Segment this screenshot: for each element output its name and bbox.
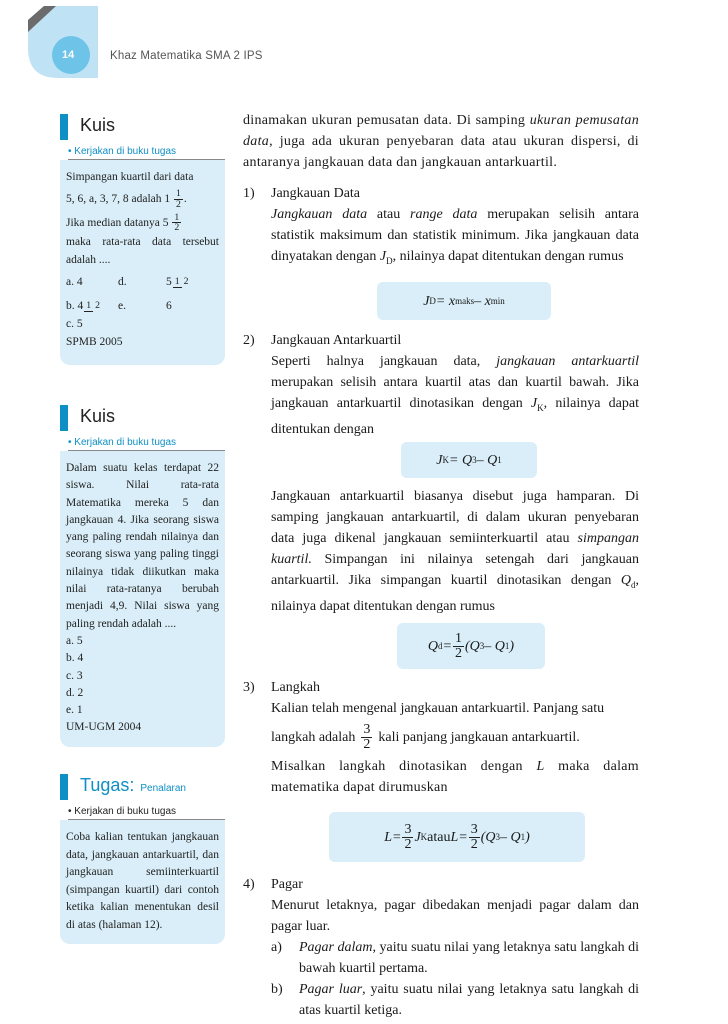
- option-row: [66, 273, 219, 291]
- tugas-subtitle: Penalaran: [140, 783, 186, 794]
- section-jangkauan-data: [243, 183, 639, 320]
- formula-langkah: L = $\frac{3}{2}$ J K atau L = $\frac{3}{2}$ (Q 3 – Q 1 ): [329, 812, 585, 862]
- fraction: $\frac{3}{2}$: [470, 821, 478, 852]
- tugas-text: Coba kalian tentukan jangkauan data, jangkauan antarkuartil, dan jangkauan semiinterkuartil (simpangan kuartil) dari contoh ketika kalian menentukan desil di atas (halaman 12).: [66, 831, 219, 931]
- instruction-label: • Kerjakan di buku tugas: [68, 431, 225, 451]
- page-number: 14: [62, 49, 75, 61]
- option-item: c. 3: [66, 669, 83, 682]
- option-b: b. 4 1 2: [66, 300, 101, 313]
- section-text: langkah adalah $\frac{3}{2}$ kali panjang jangkauan antarkuartil.: [271, 722, 580, 752]
- option-e-label: e.: [118, 300, 126, 313]
- option-item: a. 5: [66, 634, 83, 647]
- option-item: b. 4: [66, 652, 84, 665]
- option-row: [66, 315, 219, 333]
- kuis-title: Kuis: [80, 115, 116, 135]
- source-citation: SPMB 2005: [66, 336, 123, 349]
- tugas-title: Tugas: Penalaran: [80, 775, 186, 795]
- section-text: Menurut letaknya, pagar dibedakan menjadi pagar dalam dan pagar luar.: [271, 898, 639, 934]
- title-bar-accent: [60, 405, 68, 431]
- fraction: $\frac{3}{2}$: [363, 722, 371, 752]
- running-title: Khaz Matematika SMA 2 IPS: [110, 50, 263, 62]
- main-column: [243, 110, 639, 1021]
- option-item: d. 2: [66, 686, 84, 699]
- question-line: Jika median datanya 5 $\frac{1}{2}$: [66, 211, 180, 234]
- section-pagar: [243, 874, 639, 1021]
- option-a: a. 4: [66, 276, 83, 289]
- tugas-box: [60, 772, 225, 944]
- fraction: $\frac{1}{2}$: [455, 630, 462, 661]
- section-text: Misalkan langkah dinotasikan dengan L maka dalam matematika dapat dirumuskan: [271, 759, 639, 795]
- option-row: [66, 297, 219, 315]
- question-line: maka rata-rata data tersebut adalah ....: [66, 236, 219, 267]
- kuis-title: Kuis: [80, 406, 116, 426]
- section-number: 1): [243, 186, 255, 201]
- option-c: c. 5: [66, 318, 83, 331]
- section-text: Seperti halnya jangkauan data, jangkauan antarkuartil merupakan selisih antara kuartil atas dan kuartil bawah. Jika jangkauan antarkuartil dinotasikan dengan $J_K$, nilainya dapat ditentukan dengan: [271, 354, 639, 437]
- section-jangkauan-antarkuartil: [243, 330, 639, 669]
- section-langkah: [243, 677, 639, 862]
- kuis-box-1: [60, 112, 225, 365]
- section-text: Jangkauan data atau range data merupakan selisih antara statistik maksimum dan statistik minimum. Jika jangkauan data dinyatakan dengan $J_D$, nilainya dapat ditentukan dengan rumus: [271, 207, 639, 266]
- kuis-box-2: [60, 403, 225, 747]
- page-corner-shape: [28, 6, 98, 78]
- fraction: $\frac{3}{2}$: [404, 821, 412, 852]
- section-number: 4): [243, 877, 255, 892]
- instruction-label: • Kerjakan di buku tugas: [68, 800, 225, 820]
- source-citation: UM-UGM 2004: [66, 721, 142, 734]
- list-item-pagar-luar: b) Pagar luar, yaitu suatu nilai yang letaknya satu langkah di atas kuartil ketiga.: [271, 982, 639, 1018]
- section-title: Jangkauan Antarkuartil: [271, 333, 402, 348]
- section-text: Kalian telah mengenal jangkauan antarkuartil. Panjang satu: [271, 701, 605, 716]
- section-number: 2): [243, 333, 255, 348]
- question-line: Simpangan kuartil dari data: [66, 171, 194, 183]
- question-text: Dalam suatu kelas terdapat 22 siswa. Nilai rata-rata Matematika mereka 5 dan jangkauan 4. Jika seorang siswa yang paling rendah nilainya dan seorang siswa yang paling tinggi nilainya tidak diikutkan maka nilai rata-ratanya berubah menjadi 4,9. Nilai siswa yang paling rendah adalah ....: [66, 462, 219, 630]
- option-list: [66, 633, 219, 719]
- section-title: Pagar: [271, 877, 303, 892]
- question-line: 5, 6, a, 3, 7, 8 adalah 1 $\frac{1}{2}$ .: [66, 188, 187, 210]
- formula-jangkauan-data: J D = x maks – x min: [377, 282, 551, 320]
- fraction: $\frac{1}{2}$: [176, 188, 181, 210]
- formula-simpangan-kuartil: Q d = $\frac{1}{2}$ (Q 3 – Q 1 ): [397, 623, 545, 669]
- intro-paragraph: dinamakan ukuran pemusatan data. Di samping ukuran pemusatan data, juga ada ukuran penyebaran data atau ukuran dispersi, di antaranya jangkauan data dan jangkauan antarkuartil.: [243, 113, 640, 170]
- fraction: $\frac{1}{2}$: [174, 211, 180, 234]
- section-title: Langkah: [271, 680, 320, 695]
- title-bar-accent: [60, 774, 68, 800]
- option-e-value: 6: [166, 300, 172, 313]
- section-title: Jangkauan Data: [271, 186, 361, 201]
- title-bar-accent: [60, 114, 68, 140]
- formula-jangkauan-antarkuartil: J K = Q 3 – Q 1: [401, 442, 537, 478]
- list-item-pagar-dalam: a) Pagar dalam, yaitu suatu nilai yang letaknya satu langkah di bawah kuartil pertama.: [271, 940, 640, 976]
- section-text: Jangkauan antarkuartil biasanya disebut juga hamparan. Di samping jangkauan antarkuartil, di dalam ukuran penyebaran data juga dikenal jangkauan semiinterkuartil atau simpangan kuartil. Simpangan ini nilainya setengah dari jangkauan antarkuartil. Jika simpangan kuartil dinotasikan dengan $Q_d$, nilainya dapat ditentukan dengan rumus: [271, 489, 639, 614]
- section-number: 3): [243, 680, 255, 695]
- option-d-value: 5 1 2: [166, 276, 189, 289]
- option-d-label: d.: [118, 276, 127, 289]
- instruction-label: • Kerjakan di buku tugas: [68, 140, 225, 160]
- option-item: e. 1: [66, 704, 83, 717]
